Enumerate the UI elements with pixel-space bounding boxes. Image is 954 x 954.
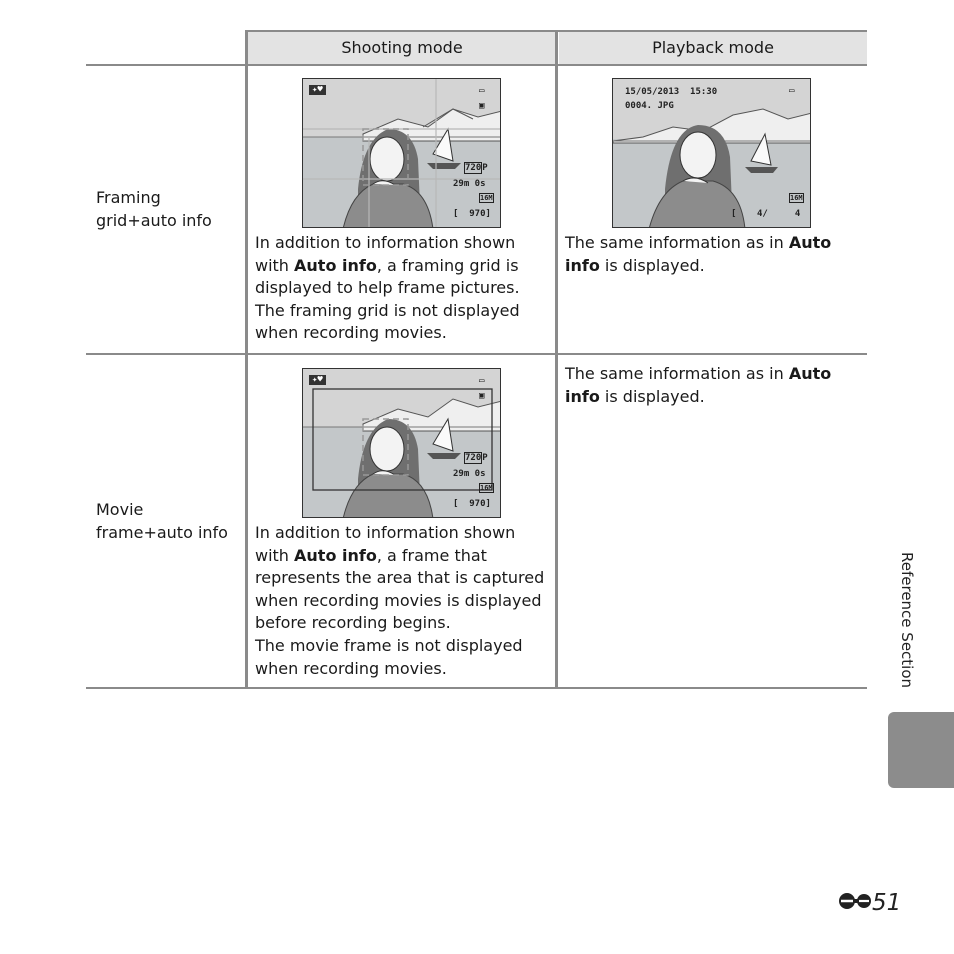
header-bottom-rule (86, 64, 867, 66)
image-size-icon: 16M (480, 484, 493, 492)
description-movie-frame-playback: The same information as in Auto info is displayed. (565, 364, 832, 406)
column-header-playback: Playback mode (652, 38, 774, 57)
column-divider-1 (245, 30, 248, 689)
image-size-icon: 16M (480, 194, 493, 202)
camera-screen-framing-grid (302, 78, 501, 228)
row-label-framing-grid: Framing grid+auto info (96, 188, 212, 230)
battery-icon: ▭ (479, 86, 485, 96)
column-header-shooting: Shooting mode (341, 38, 463, 57)
reference-section-icon (838, 889, 872, 913)
scene-illustration (303, 369, 501, 518)
row-divider (86, 353, 867, 355)
column-divider-2 (555, 30, 558, 689)
image-size-icon: 16M (790, 194, 803, 202)
battery-icon: ▭ (479, 376, 485, 386)
scene-mode-icon: ✦♥ (309, 85, 326, 95)
frame-bracket-left: [ (731, 209, 737, 219)
table-bottom-rule (86, 687, 867, 689)
battery-icon: ▭ (789, 86, 795, 96)
movie-res: 720P (465, 453, 488, 463)
frame-counter: 4/ 4 (757, 209, 801, 219)
description-framing-grid-shooting: In addition to information shown with Auto info, a framing grid is displayed to help frame pictures. The framing grid is not displayed when recording movies. (255, 233, 520, 343)
shots-remaining: [ 970] (453, 499, 491, 509)
shots-remaining: [ 970] (453, 209, 491, 219)
side-thumb-tab (888, 712, 954, 788)
scene-illustration (303, 79, 501, 228)
movie-time: 29m 0s (453, 469, 486, 479)
row-label-movie-frame: Movie frame+auto info (96, 500, 228, 542)
scene-mode-icon: ✦♥ (309, 375, 326, 385)
movie-res: 720P (465, 163, 488, 173)
description-movie-frame-shooting: In addition to information shown with Auto info, a frame that represents the area that is captured when recording movies is displayed before recording begins. The movie frame is not displayed when recording movies. (255, 523, 545, 678)
vr-icon: ▣ (479, 391, 485, 401)
description-framing-grid-playback: The same information as in Auto info is displayed. (565, 233, 832, 275)
playback-date-time: 15/05/2013 15:30 (625, 87, 718, 97)
vr-icon: ▣ (479, 101, 485, 111)
camera-screen-movie-frame (302, 368, 501, 518)
page-number: 51 (838, 889, 901, 919)
movie-time: 29m 0s (453, 179, 486, 189)
playback-file-name: 0004. JPG (625, 101, 674, 111)
camera-screen-playback (612, 78, 811, 228)
side-section-label: Reference Section (898, 552, 916, 689)
